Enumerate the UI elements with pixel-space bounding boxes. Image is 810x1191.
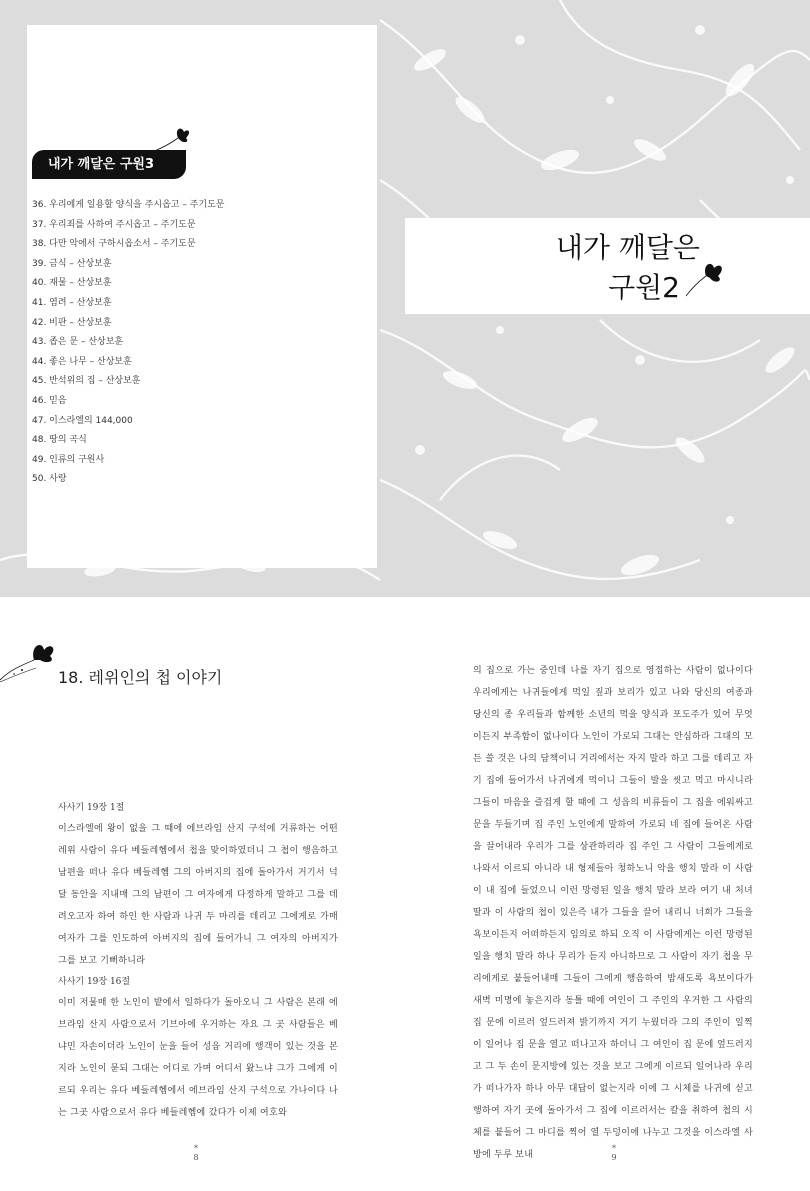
toc-item[interactable]: 45. 반석위의 집 – 산상보훈: [32, 376, 141, 387]
page-number-value: 9: [611, 1153, 617, 1162]
book-title-line2: 구원2: [608, 271, 680, 304]
toc-item[interactable]: 47. 이스라엘의 144,000: [32, 415, 133, 426]
scripture-reference: 사사기 19장 16절: [58, 977, 131, 987]
toc-item[interactable]: 50. 사랑: [32, 474, 67, 485]
page-number-star: *: [612, 1144, 616, 1153]
scripture-reference: 사사기 19장 1절: [58, 803, 125, 813]
body-paragraph: 이스라엘에 왕이 없을 그 때에 에브라임 산지 구석에 거류하는 어떤 레위 사람이 유다 베들레헴에서 첩을 맞이하였더니 그 첩이 행음하고 남편을 떠나 유다 베들레헴 그의 아버지의 집에 돌아가서 거기서 넉 달 동안을 지내매 그의 남편이 그 여자에게 다정하게 말하고 그를 데려오고자 하여 하인 한 사람과 나귀 두 마리를 데리고 그에게로 가매 여자가 그를 인도하여 아버지의 집에 들어가니 그 여자의 아버지가 그를 보고 기뻐하니라: [58, 824, 338, 966]
body-paragraph: 이미 저물매 한 노인이 밭에서 일하다가 돌아오니 그 사람은 본래 에브라임 산지 사람으로서 기브아에 우거하는 자요 그 곳 사람들은 베냐민 자손이더라 노인이 눈을 들어 성읍 거리에 행객이 있는 것을 본지라 노인이 묻되 그대는 어디로 가며 어디서 왔느냐 그가 그에게 이르되 우리는 유다 베들레헴에서 에브라임 산지 구석으로 가나이다 나는 그곳 사람으로서 유다 베들레헴에 갔다가 이제 여호와: [58, 998, 338, 1118]
toc-item[interactable]: 43. 좁은 문 – 산상보훈: [32, 337, 124, 348]
body-paragraph: 의 집으로 가는 중인데 나를 자기 집으로 영접하는 사람이 없나이다 우리에게는 나귀들에게 먹일 짚과 보리가 있고 나와 당신의 여종과 당신의 종 우리들과 함께한 소년의 먹을 양식과 포도주가 있어 무엇이든지 부족함이 없나이다 노인이 가로되 그대는 안심하라 그대의 모든 쓸 것은 나의 담책이니 거리에서는 자지 말라 하고 그를 데리고 자기 집에 들어가서 나귀에게 먹이니 그들이 발을 씻고 먹고 마시니라 그들이 마음을 즐겁게 할 때에 그 성읍의 비류들이 그 집을 에워싸고 문을 두들기며 집 주인 노인에게 말하여 가로되 네 집에 들어온 사람을 끌어내라 우리가 그를 상관하리라 집 주인 그 사람이 그들에게로 나와서 이르되 아니라 내 형제들아 청하노니 악을 행치 말라 이 사람이 내 집에 들었으니 이런 망령된 일을 행치 말라 보라 여기 내 처녀 딸과 이 사람의 첩이 있은즉 내가 그들을 끌어 내리니 너희가 그들을 욕보이든지 어떠하든지 임의로 하되 오직 이 사람에게는 이런 망령된 일을 행치 말라 하나 무리가 듣지 아니하므로 그 사람이 자기 첩을 무리에게로 붙들어내매 그들이 그에게 행음하여 밤새도록 욕보이다가 새벽 미명에 놓은지라 동틀 때에 여인이 그 주인의 우거한 그 사람의 집 문에 이르러 엎드러져 밝기까지 거기 누웠더라 그의 주인이 일찍이 일어나 집 문을 열고 떠나고자 하더니 그 여인이 집 문에 엎드러지고 그 두 손이 문지방에 있는 것을 보고 그에게 이르되 일어나라 우리가 떠나가자 하나 아무 대답이 없는지라 이에 그 시체를 나귀에 싣고 행하여 자기 곳에 돌아가서 그 집에 이르러서는 칼을 취하여 첩의 시체를 붙들어 그 마디를 찍어 열 두덩이에 나누고 그것을 이스라엘 사방에 두루 보내: [473, 666, 753, 1160]
toc-item[interactable]: 40. 재물 – 산상보훈: [32, 278, 112, 289]
toc-item[interactable]: 36. 우리에게 일용할 양식을 주시옵고 – 주기도문: [32, 200, 225, 210]
book-title-line1: 내가 깨달은: [555, 231, 700, 264]
toc-item[interactable]: 42. 비판 – 산상보훈: [32, 317, 112, 328]
book-title-box: [405, 218, 810, 314]
toc-item[interactable]: 38. 다만 악에서 구하시옵소서 – 주기도문: [32, 239, 196, 250]
page-number-star: *: [194, 1144, 198, 1153]
toc-item[interactable]: 44. 좋은 나무 – 산상보훈: [32, 356, 132, 367]
table-of-contents: [32, 196, 224, 490]
page-number-value: 8: [193, 1153, 199, 1162]
chapter-title: 18. 레위인의 첩 이야기: [58, 668, 223, 687]
page-number: [604, 1144, 624, 1162]
section-label: 내가 깨달은 구원3: [32, 150, 186, 179]
toc-item[interactable]: 37. 우리죄를 사하여 주시옵고 – 주기도문: [32, 219, 196, 230]
butterfly-icon: [682, 258, 728, 298]
toc-item[interactable]: 49. 인류의 구원사: [32, 454, 105, 465]
toc-item[interactable]: 48. 땅의 곡식: [32, 435, 87, 446]
page-number: [186, 1144, 206, 1162]
toc-item[interactable]: 41. 염려 – 산상보훈: [32, 297, 112, 308]
toc-item[interactable]: 39. 금식 – 산상보훈: [32, 258, 112, 269]
toc-item[interactable]: 46. 믿음: [32, 395, 67, 406]
